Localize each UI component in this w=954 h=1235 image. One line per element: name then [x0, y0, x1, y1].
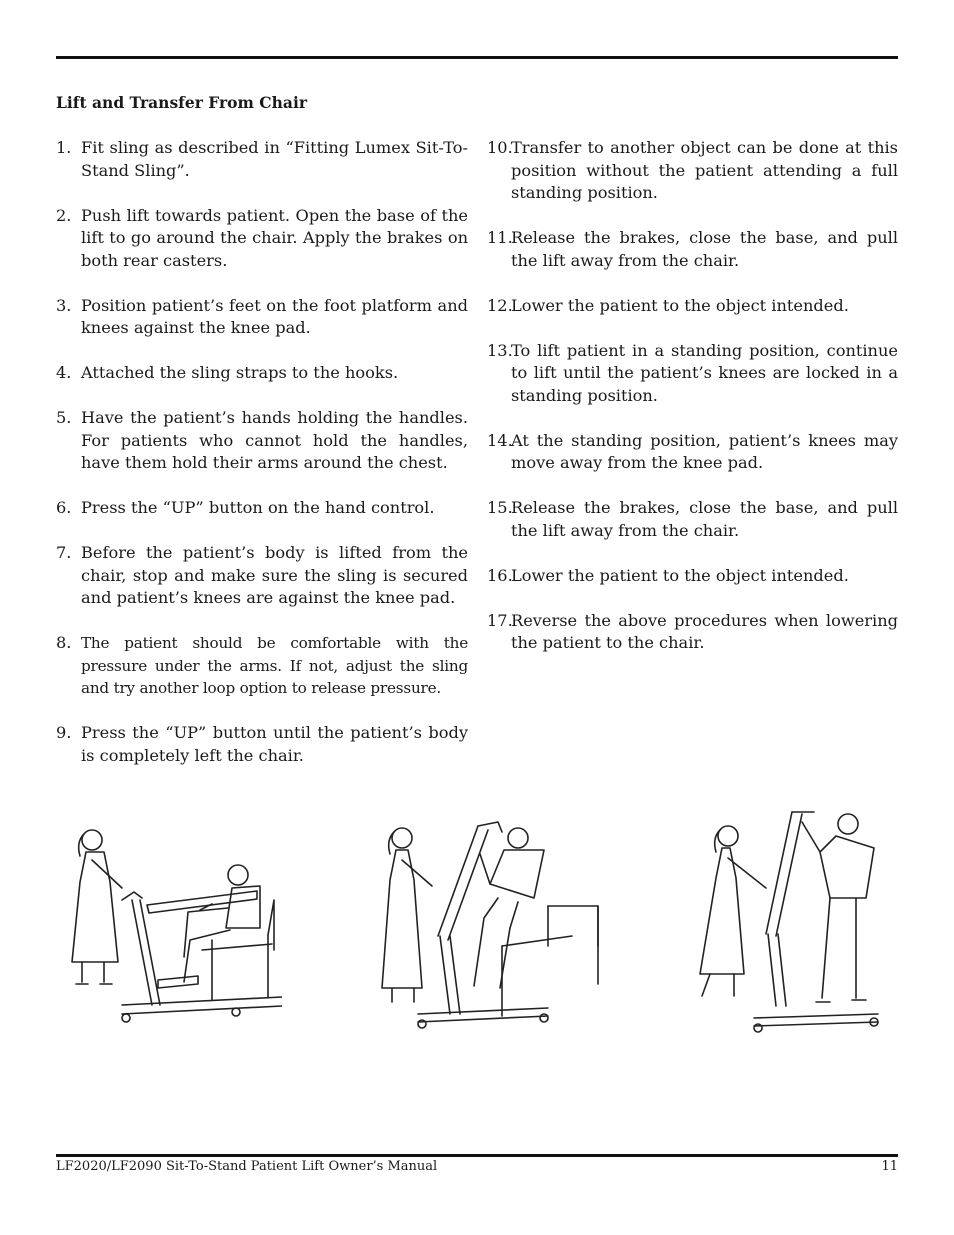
step-number: 8. [56, 633, 72, 652]
illustration-patient-seated [62, 800, 282, 1030]
step-number: 10. [487, 138, 513, 157]
step-number: 7. [56, 543, 72, 562]
illustration-patient-standing [696, 806, 886, 1038]
steps-column-left [56, 137, 468, 767]
step-number: 4. [56, 363, 72, 382]
step-number: 2. [56, 205, 72, 225]
step-number: 15. [487, 498, 513, 517]
step-number: 17. [487, 610, 513, 630]
step-text: Fit sling as described in “Fitting Lumex Sit-To-Stand Sling”. [81, 138, 468, 180]
step-text: Release the brakes, close the base, and pull the lift away from the chair. [511, 228, 898, 270]
step-item [487, 227, 898, 272]
step-text: The patient should be comfortable with the pressure under the arms. If not, adjust the sling and try another loop option to release pressure. [81, 634, 468, 697]
step-item [56, 542, 468, 610]
step-number: 14. [487, 430, 513, 450]
step-text: Have the patient’s hands holding the handles. For patients who cannot hold the handles, have them hold their arms around the chest. [81, 408, 468, 472]
steps-column-right [487, 137, 898, 655]
step-item [56, 497, 468, 520]
step-text: Press the “UP” button on the hand control. [81, 498, 435, 517]
step-number: 6. [56, 498, 72, 517]
step-number: 11. [487, 228, 513, 247]
step-text: Transfer to another object can be done at this position without the patient attending a full standing position. [511, 138, 898, 202]
step-text: Reverse the above procedures when lowering the patient to the chair. [511, 610, 898, 652]
step-item [56, 407, 468, 475]
step-text: Before the patient’s body is lifted from the chair, stop and make sure the sling is secured and patient’s knees are against the knee pad. [81, 543, 468, 607]
step-number: 13. [487, 340, 513, 360]
step-text: Lower the patient to the object intended. [511, 295, 849, 315]
step-text: Attached the sling straps to the hooks. [81, 363, 399, 382]
step-number: 3. [56, 295, 72, 315]
step-text: Press the “UP” button until the patient’s body is completely left the chair. [81, 723, 468, 765]
step-number: 5. [56, 408, 72, 427]
step-number: 9. [56, 723, 72, 742]
step-item [56, 295, 468, 340]
step-text: Position patient’s feet on the foot platform and knees against the knee pad. [81, 295, 468, 337]
step-item [56, 137, 468, 182]
section-title: Lift and Transfer From Chair [56, 93, 307, 112]
step-item [487, 565, 898, 588]
step-number: 16. [487, 565, 513, 585]
step-text: Lower the patient to the object intended. [511, 565, 849, 585]
footer-page-number: 11 [881, 1159, 898, 1174]
step-item [56, 362, 468, 385]
step-item [487, 295, 898, 318]
step-text: At the standing position, patient’s knees may move away from the knee pad. [511, 430, 898, 472]
step-item [487, 497, 898, 542]
step-item [56, 632, 468, 700]
header-rule [56, 56, 898, 59]
illustration-patient-lifted [378, 816, 604, 1030]
step-item [487, 340, 898, 408]
step-item [56, 205, 468, 273]
step-item [487, 137, 898, 205]
step-text: Push lift towards patient. Open the base of the lift to go around the chair. Apply the brakes on both rear casters. [81, 205, 468, 270]
step-number: 12. [487, 295, 513, 315]
footer-rule [56, 1154, 898, 1157]
step-text: Release the brakes, close the base, and pull the lift away from the chair. [511, 498, 898, 540]
step-item [56, 722, 468, 767]
step-item [487, 430, 898, 475]
step-item [487, 610, 898, 655]
step-number: 1. [56, 138, 72, 157]
step-text: To lift patient in a standing position, continue to lift until the patient’s knees are locked in a standing position. [511, 340, 898, 405]
footer-manual-title: LF2020/LF2090 Sit-To-Stand Patient Lift Owner’s Manual [56, 1159, 438, 1174]
